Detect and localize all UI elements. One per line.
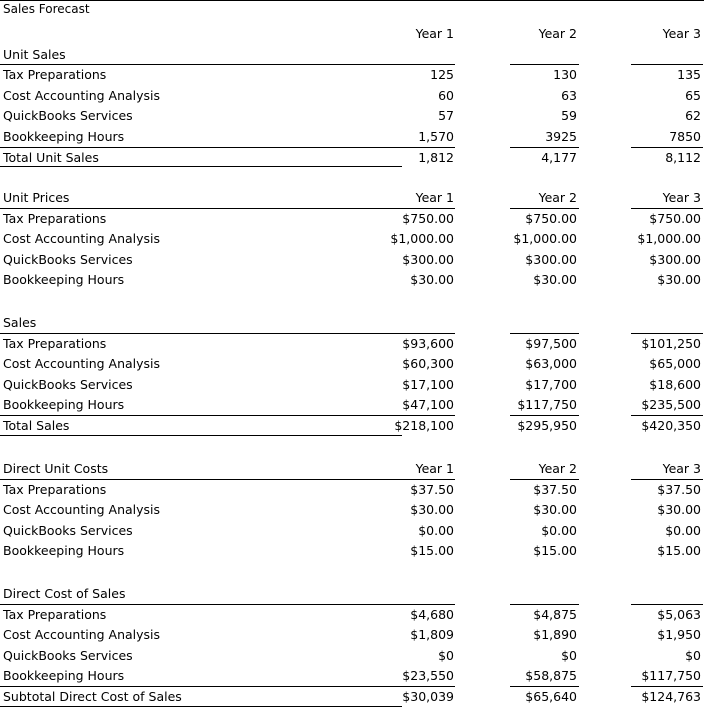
year-1-value: $0: [438, 648, 454, 663]
year-2-value: $58,875: [525, 668, 577, 683]
year-1-value: 125: [430, 67, 454, 82]
year-3-value: $1,950: [657, 627, 701, 642]
total-row-label: Total Unit Sales: [3, 150, 99, 165]
year-1-value: $47,100: [402, 397, 454, 412]
year-3-value: $15.00: [657, 543, 701, 558]
table-row: [0, 521, 707, 541]
table-row-label: QuickBooks Services: [3, 252, 133, 267]
section-heading-direct-cost-of-sales: [0, 584, 707, 604]
table-row: [0, 395, 707, 415]
table-row: [0, 86, 707, 106]
year-1-value: $37.50: [410, 482, 454, 497]
section-heading-unit-sales-label: Unit Sales: [3, 46, 66, 62]
year-2-value: $37.50: [533, 482, 577, 497]
year-2-value: $1,000.00: [513, 231, 577, 246]
year-1-value: 60: [438, 88, 454, 103]
section-heading-sales-label: Sales: [3, 315, 37, 330]
table-row-label: QuickBooks Services: [3, 377, 133, 392]
table-row: [0, 605, 707, 625]
table-row-label: Cost Accounting Analysis: [3, 502, 161, 517]
section-heading-direct-unit-costs: [0, 459, 707, 479]
total-row: [0, 148, 707, 168]
year-3-value: $18,600: [649, 377, 701, 392]
year-1-value: $93,600: [402, 336, 454, 351]
year-3-value: $750.00: [649, 211, 701, 226]
year-2-value: $117,750: [517, 397, 577, 412]
table-row-label: QuickBooks Services: [3, 648, 133, 663]
table-row-label: Bookkeeping Hours: [3, 272, 125, 287]
year-1-value: $30,039: [402, 689, 454, 704]
year-2-value: Year 2: [538, 190, 577, 205]
table-row: [0, 666, 707, 686]
year-1-value: $30.00: [410, 272, 454, 287]
year-2-value: $65,640: [525, 689, 577, 704]
year-3-value: Year 3: [662, 461, 701, 476]
table-row: [0, 375, 707, 395]
year-3-value: $37.50: [657, 482, 701, 497]
year-2-value: $63,000: [525, 356, 577, 371]
year-1-value: $1,000.00: [390, 231, 454, 246]
year-3-value: $124,763: [641, 689, 701, 704]
table-row-label: Bookkeeping Hours: [3, 668, 125, 683]
year-3-value: $420,350: [641, 418, 701, 433]
year-1-value: $60,300: [402, 356, 454, 371]
table-row: [0, 106, 707, 126]
table-row: [0, 334, 707, 354]
year-2-value: $0: [561, 648, 577, 663]
year-3-value: $65,000: [649, 356, 701, 371]
year-1-value: $1,809: [410, 627, 454, 642]
label-underline: [0, 166, 402, 167]
table-row: [0, 541, 707, 561]
total-row: [0, 687, 707, 707]
table-row-label: QuickBooks Services: [3, 108, 133, 123]
year-1-value: $15.00: [410, 543, 454, 558]
year-2-value: 63: [561, 88, 577, 103]
section-heading-unit-prices: [0, 188, 707, 208]
year-1-value: $23,550: [402, 668, 454, 683]
year-1-value: Year 1: [415, 461, 454, 476]
year-2-value: 3925: [545, 129, 577, 144]
year-3-value: $235,500: [641, 397, 701, 412]
year-1-value: $4,680: [410, 607, 454, 622]
year-2-value: 130: [553, 67, 577, 82]
year-2-value: $0.00: [541, 523, 577, 538]
table-row-label: Bookkeeping Hours: [3, 129, 125, 144]
year-1-value: $300.00: [402, 252, 454, 267]
table-row: [0, 270, 707, 290]
year-3-value: 135: [677, 67, 701, 82]
table-row-label: Cost Accounting Analysis: [3, 627, 161, 642]
table-row: [0, 209, 707, 229]
year-2-value: 59: [561, 108, 577, 123]
table-row-label: Cost Accounting Analysis: [3, 231, 161, 246]
section-heading-sales: [0, 313, 707, 333]
year-3-value: 65: [685, 88, 701, 103]
table-row-label: QuickBooks Services: [3, 523, 133, 538]
section-heading-direct-unit-costs-label: Direct Unit Costs: [3, 461, 109, 476]
year-3-value: $0: [685, 648, 701, 663]
year-1-value: 1,812: [418, 150, 454, 165]
table-row: [0, 65, 707, 85]
year-3-value: $117,750: [641, 668, 701, 683]
table-row-label: Bookkeeping Hours: [3, 397, 125, 412]
table-row: [0, 250, 707, 270]
table-row-label: Cost Accounting Analysis: [3, 356, 161, 371]
year-1-value: Year 1: [415, 190, 454, 205]
sheet-title: Sales Forecast: [3, 2, 90, 16]
top-border: [0, 0, 704, 1]
year-3-value: $101,250: [641, 336, 701, 351]
total-row-label: Subtotal Direct Cost of Sales: [3, 689, 182, 704]
table-row-label: Tax Preparations: [3, 336, 107, 351]
table-row-label: Tax Preparations: [3, 482, 107, 497]
year-3-value: $30.00: [657, 272, 701, 287]
section-heading-direct-cost-of-sales-label: Direct Cost of Sales: [3, 586, 126, 601]
year-1-value: Year 1: [415, 26, 454, 41]
year-3-value: 7850: [669, 129, 701, 144]
table-row: [0, 127, 707, 147]
year-1-value: $17,100: [402, 377, 454, 392]
year-1-value: $750.00: [402, 211, 454, 226]
year-2-value: $30.00: [533, 502, 577, 517]
year-2-value: $97,500: [525, 336, 577, 351]
table-row: [0, 480, 707, 500]
year-3-value: $300.00: [649, 252, 701, 267]
year-header-row: [0, 24, 707, 44]
year-2-value: $300.00: [525, 252, 577, 267]
year-2-value: $750.00: [525, 211, 577, 226]
table-row: [0, 646, 707, 666]
year-1-value: $0.00: [418, 523, 454, 538]
year-1-value: 1,570: [418, 129, 454, 144]
label-underline: [0, 435, 402, 436]
table-row-label: Tax Preparations: [3, 211, 107, 226]
year-3-value: 62: [685, 108, 701, 123]
year-3-value: $30.00: [657, 502, 701, 517]
year-2-value: $30.00: [533, 272, 577, 287]
year-2-value: $295,950: [517, 418, 577, 433]
year-2-value: Year 2: [538, 461, 577, 476]
year-2-value: Year 2: [538, 26, 577, 41]
year-1-value: $30.00: [410, 502, 454, 517]
year-3-value: $5,063: [657, 607, 701, 622]
table-row: [0, 500, 707, 520]
section-heading-unit-sales: [0, 45, 707, 65]
year-3-value: 8,112: [665, 150, 701, 165]
total-row: [0, 416, 707, 436]
year-1-value: $218,100: [394, 418, 454, 433]
year-3-value: $0.00: [665, 523, 701, 538]
year-3-value: Year 3: [662, 190, 701, 205]
table-row-label: Tax Preparations: [3, 67, 107, 82]
year-2-value: $1,890: [533, 627, 577, 642]
year-3-value: $1,000.00: [637, 231, 701, 246]
table-row: [0, 625, 707, 645]
table-row: [0, 354, 707, 374]
table-row-label: Cost Accounting Analysis: [3, 88, 161, 103]
year-2-value: 4,177: [541, 150, 577, 165]
table-row: [0, 229, 707, 249]
table-row-label: Tax Preparations: [3, 607, 107, 622]
table-row-label: Bookkeeping Hours: [3, 543, 125, 558]
year-2-value: $15.00: [533, 543, 577, 558]
total-row-label: Total Sales: [3, 418, 70, 433]
year-2-value: $17,700: [525, 377, 577, 392]
year-3-value: Year 3: [662, 26, 701, 41]
year-1-value: 57: [438, 108, 454, 123]
section-heading-unit-prices-label: Unit Prices: [3, 190, 70, 205]
year-2-value: $4,875: [533, 607, 577, 622]
